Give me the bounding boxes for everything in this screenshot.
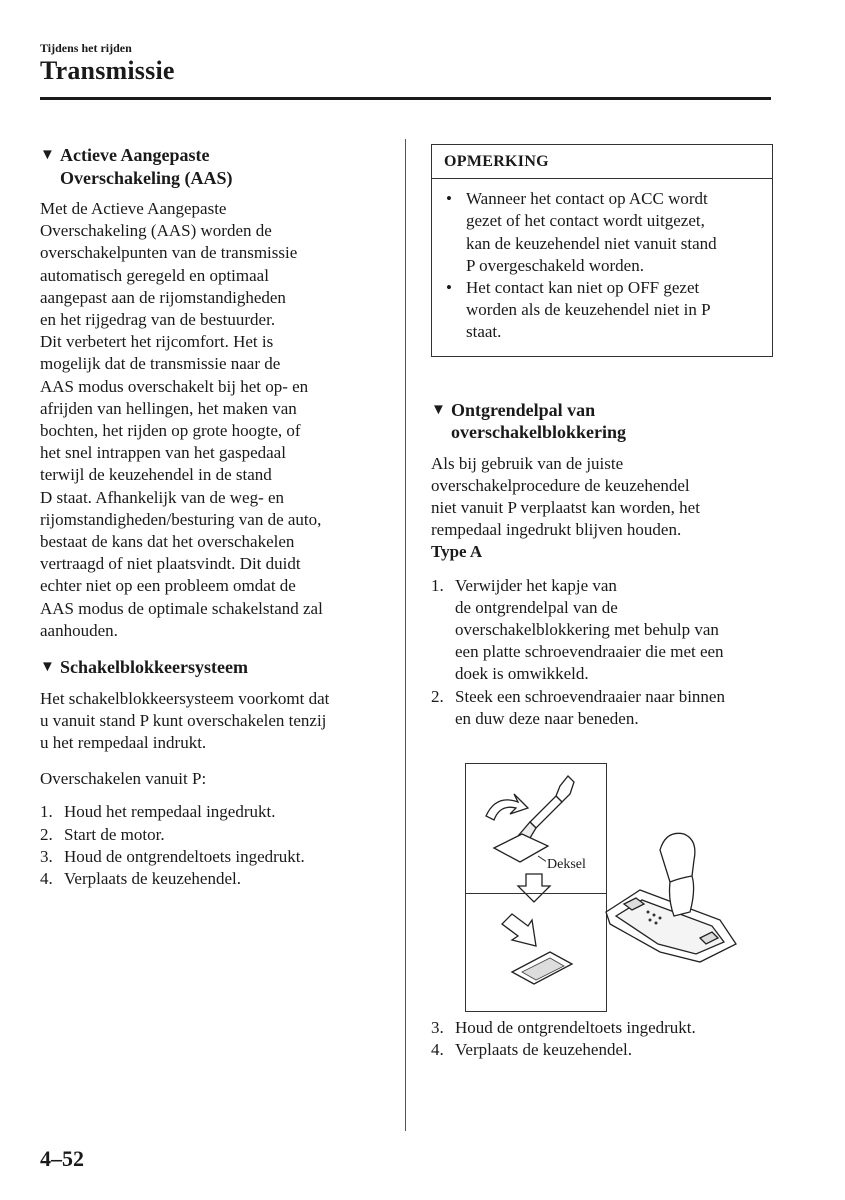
aas-line: bestaat de kans dat het overschakelen [40, 532, 295, 552]
shift-line: Het schakelblokkeersysteem voorkomt dat [40, 688, 330, 708]
release-steps-list [431, 575, 773, 730]
figure-drawing [466, 764, 606, 1011]
shift-line: u het rempedaal indrukt. [40, 732, 207, 752]
left-column [40, 144, 385, 890]
aas-heading-line1: Actieve Aangepaste [60, 145, 210, 165]
figure-label-deksel: Deksel [547, 857, 586, 872]
release-figure [465, 763, 607, 1012]
right-column [431, 144, 773, 730]
list-item: 2. Start de motor. [40, 824, 165, 844]
note-body [432, 179, 772, 355]
release-paragraph: Als bij gebruik van de juiste overschakelprocedure de keuzehendel niet vanuit P verplaatst kan worden, het rempedaal ingedrukt blijven houden. [431, 453, 700, 540]
type-a-label: Type A [431, 542, 483, 562]
aas-line: Dit verbetert het rijcomfort. Het is [40, 332, 274, 352]
list-item: 2. Steek een schroevendraaier naar binnen en duw deze naar beneden. [431, 686, 725, 728]
aas-line: bochten, het rijden op grote hoogte, of [40, 421, 301, 441]
gear-shifter-icon [600, 820, 750, 970]
aas-line: afrijden van hellingen, het maken van [40, 398, 297, 418]
aas-heading [40, 144, 385, 189]
aas-line: rijomstandigheden/besturing van de auto, [40, 509, 322, 529]
list-item: 4. Verplaats de keuzehendel. [40, 868, 241, 888]
aas-line: aanhouden. [40, 620, 118, 640]
aas-line: en het rijgedrag van de bestuurder. [40, 310, 276, 330]
bullet-icon: • [446, 189, 452, 209]
list-item: 1. Houd het rempedaal ingedrukt. [40, 802, 276, 822]
page-title: Transmissie [40, 56, 175, 85]
aas-line: vertraagd of niet plaatsvindt. Dit duidt [40, 554, 301, 574]
list-item: • Wanneer het contact op ACC wordt gezet of het contact wordt uitgezet, kan de keuzehendel niet vanuit stand P overgeschakeld worden. [446, 188, 760, 277]
aas-line: automatisch geregeld en optimaal [40, 265, 269, 285]
triangle-marker-icon: ▼ [431, 401, 446, 418]
aas-line: mogelijk dat de transmissie naar de [40, 354, 281, 374]
aas-line: het snel intrappen van het gaspedaal [40, 443, 286, 463]
curved-arrow-icon [486, 794, 528, 820]
aas-line: Met de Actieve Aangepaste [40, 199, 227, 218]
aas-line: echter niet op een probleem omdat de [40, 576, 296, 596]
shift-line: u vanuit stand P kunt overschakelen tenzij [40, 710, 327, 730]
aas-line: Overschakeling (AAS) worden de [40, 221, 272, 241]
aas-line: terwijl de keuzehendel in de stand [40, 465, 272, 485]
aas-paragraph [40, 198, 385, 642]
diagonal-arrow-icon [502, 914, 536, 946]
shift-lock-heading [40, 656, 385, 679]
shift-lock-paragraph [40, 688, 385, 755]
bullet-icon: • [446, 278, 452, 298]
column-divider [405, 139, 406, 1131]
triangle-marker-icon: ▼ [40, 147, 55, 163]
aas-heading-line2: Overschakeling (AAS) [60, 167, 233, 188]
from-p-text: Overschakelen vanuit P: [40, 769, 207, 789]
list-item: 1. Verwijder het kapje van de ontgrendelpal van de overschakelblokkering met behulp van een platte schroevendraaier die met een doek is omwikkeld. [431, 575, 724, 684]
aas-line: aangepast aan de rijomstandigheden [40, 287, 286, 307]
list-item: 3. Houd de ontgrendeltoets ingedrukt. [431, 1018, 696, 1037]
aas-line: AAS modus overschakelt bij het op- en [40, 376, 309, 396]
shift-lock-heading-text: Schakelblokkeersysteem [60, 657, 248, 678]
aas-line: D staat. Afhankelijk van de weg- en [40, 487, 285, 507]
triangle-marker-icon: ▼ [40, 659, 55, 676]
list-item: • Het contact kan niet op OFF gezet worden als de keuzehendel niet in P staat. [446, 277, 760, 344]
release-heading [431, 399, 773, 444]
aas-line: overschakelpunten van de transmissie [40, 243, 298, 263]
release-heading-line2: overschakelblokkering [451, 422, 627, 443]
shift-steps-list [40, 801, 385, 890]
final-steps [431, 1017, 773, 1061]
release-heading-line1: Ontgrendelpal van [451, 399, 596, 420]
note-title: OPMERKING [432, 145, 772, 179]
section-name: Tijdens het rijden [40, 41, 132, 55]
down-arrow-icon [518, 874, 550, 902]
page-number: 4–52 [40, 1146, 84, 1171]
figure-divider [466, 893, 606, 894]
note-box [431, 144, 773, 357]
list-item: 3. Houd de ontgrendeltoets ingedrukt. [40, 846, 305, 866]
header-rule [40, 97, 771, 100]
aas-line: AAS modus de optimale schakelstand zal [40, 598, 323, 618]
list-item: 4. Verplaats de keuzehendel. [431, 1040, 632, 1060]
